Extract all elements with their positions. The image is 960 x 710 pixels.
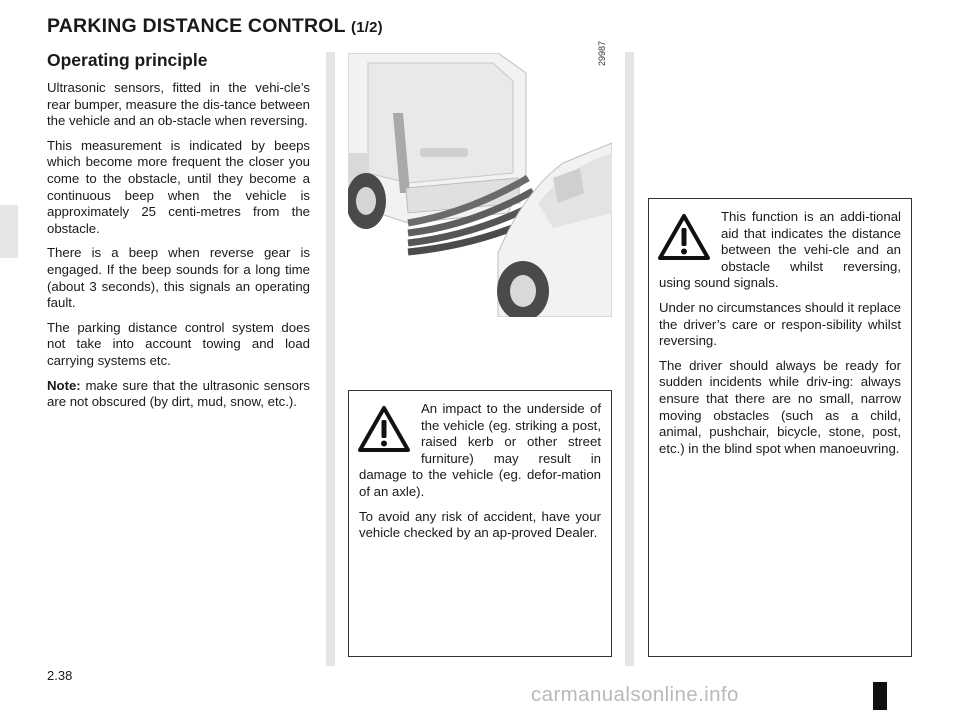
parking-sensor-illustration	[348, 53, 612, 317]
illustration-reference-code: 29987	[597, 40, 607, 66]
van-rear-illustration	[348, 53, 612, 317]
operating-principle-section	[47, 50, 310, 419]
warning-paragraph: An impact to the underside of the vehicle (eg. striking a post, raised kerb or other street furniture) may result in damage to the vehicle (eg. defor-mation of an axle).	[359, 401, 601, 499]
paragraph: Ultrasonic sensors, fitted in the vehi-cle’s rear bumper, measure the dis-tance between the vehicle and an ob-stacle when reversing.	[47, 80, 310, 129]
page-title	[47, 15, 383, 38]
paragraph: There is a beep when reverse gear is engaged. If the beep sounds for a long time (about 3 seconds), this signals an operating fault.	[47, 245, 310, 311]
section-heading: Operating principle	[47, 50, 208, 70]
watermark-text: carmanualsonline.info	[531, 683, 739, 706]
page-number: 2.38	[47, 668, 73, 683]
paragraph: This measurement is indicated by beeps which become more frequent the closer you come to the obstacle, until they become a continuous beep when the vehicle is approximately 25 centi-metres from the obstacle.	[47, 137, 310, 236]
driver-aid-warning-box	[648, 198, 912, 657]
column-divider	[326, 52, 335, 666]
page-edge-marker	[873, 682, 887, 710]
warning-triangle-icon	[657, 213, 711, 261]
chapter-tab	[0, 205, 18, 258]
note-paragraph	[47, 378, 310, 411]
paragraph: The parking distance control system does not take into account towing and load carrying systems etc.	[47, 319, 310, 368]
note-label: Note:	[47, 377, 81, 393]
warning-paragraph: Under no circumstances should it replace the driver’s care or respon-sibility whilst reversing.	[659, 299, 901, 349]
warning-paragraph: The driver should always be ready for sudden incidents while driv-ing: always ensure that there are no small, narrow moving obstacles (such as a child, animal, pushchair, bicycle, stone, post, etc.) in the blind spot when manoeuvring.	[659, 357, 901, 456]
note-text: make sure that the ultrasonic sensors are not obscured (by dirt, mud, snow, etc.).	[47, 377, 310, 410]
page-part-indicator: (1/2)	[351, 19, 383, 36]
warning-paragraph: To avoid any risk of accident, have your vehicle checked by an ap-proved Dealer.	[359, 508, 601, 541]
column-divider	[625, 52, 634, 666]
impact-warning-box	[348, 390, 612, 657]
page-title-text: PARKING DISTANCE CONTROL	[47, 15, 346, 37]
warning-paragraph: This function is an addi-tional aid that indicates the distance between the vehi-cle and an obstacle whilst reversing, using sound signals.	[659, 209, 901, 291]
warning-triangle-icon	[357, 405, 411, 453]
